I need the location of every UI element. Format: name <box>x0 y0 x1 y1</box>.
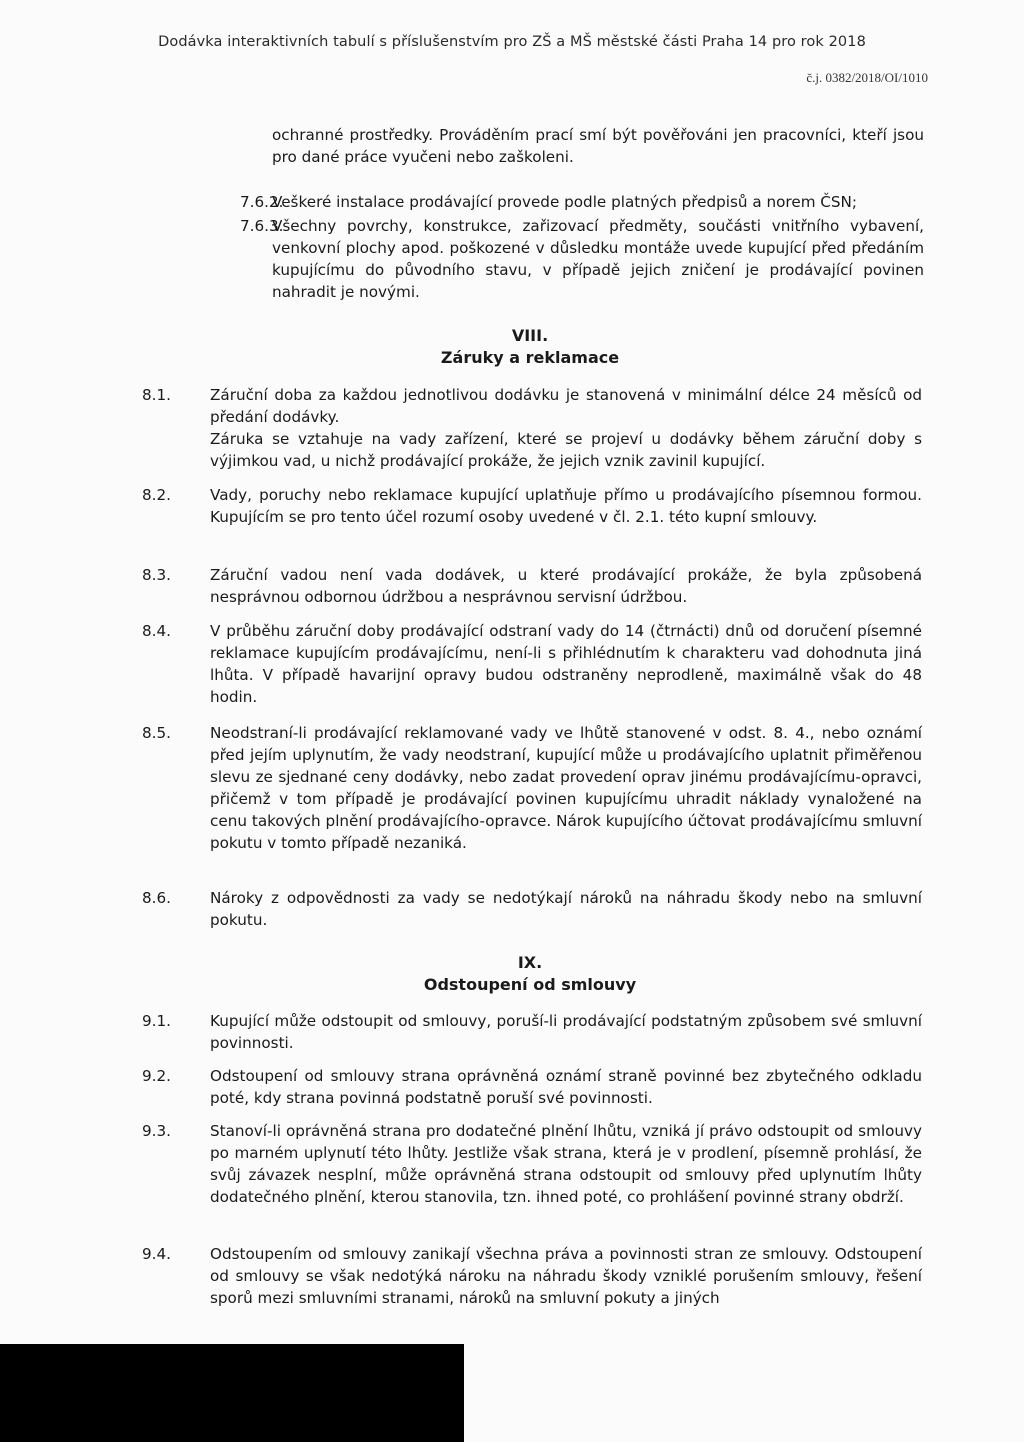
clause-text: Neodstraní-li prodávající reklamované vady ve lhůtě stanovené v odst. 8. 4., nebo oznámí před jejím uplynutím, že vady neodstraní, kupující může u prodávajícího uplatnit přiměřenou slevu ze sjednané ceny dodávky, nebo zadat provedení oprav jinému prodávajícímu-opravci, přičemž v tom případě je prodávající povinen kupujícímu uhradit náklady vynaložené na cenu takových plnění prodávajícího-opravce. Nárok kupujícího účtovat prodávajícímu smluvní pokutu v tomto případě nezaniká. <box>210 724 922 852</box>
clause-number: 9.1. <box>142 1012 171 1030</box>
document-header-title: Dodávka interaktivních tabulí s příslušenstvím pro ZŠ a MŠ městské části Praha 14 pro rok 2018 <box>158 34 866 50</box>
clause-number: 9.4. <box>142 1245 171 1263</box>
section-roman: IX. <box>517 953 543 972</box>
clause-text: Záruka se vztahuje na vady zařízení, které se projeví u dodávky během záruční doby s výjimkou vad, u nichž prodávající prokáže, že jejich vznik zavinil kupující. <box>210 430 922 470</box>
item-number: 7.6.2. <box>240 193 284 211</box>
clause-number: 9.2. <box>142 1067 171 1085</box>
item-number: 7.6.3. <box>240 217 284 235</box>
section-roman: VIII. <box>511 326 549 345</box>
clause-number: 8.1. <box>142 386 171 404</box>
item-text: Veškeré instalace prodávající provede podle platných předpisů a norem ČSN; <box>272 193 858 211</box>
intro-continuation: ochranné prostředky. Prováděním prací smí být pověřováni jen pracovníci, kteří jsou pro dané práce vyučeni nebo zaškoleni. <box>272 126 924 166</box>
section-title: Odstoupení od smlouvy <box>423 975 637 994</box>
reference-number: č.j. 0382/2018/OI/1010 <box>806 70 928 85</box>
clause-number: 8.5. <box>142 724 171 742</box>
clause-text: Záruční doba za každou jednotlivou dodávku je stanovená v minimální délce 24 měsíců od předání dodávky. <box>210 386 922 426</box>
clause-number: 9.3. <box>142 1122 171 1140</box>
section-heading-ix <box>0 952 1024 996</box>
clause-number: 8.6. <box>142 889 171 907</box>
clause-text: Kupující může odstoupit od smlouvy, poruší-li prodávající podstatným způsobem své smluvní povinnosti. <box>210 1012 922 1052</box>
clause-number: 8.2. <box>142 486 171 504</box>
clause-number: 8.3. <box>142 566 171 584</box>
redaction-block <box>0 1344 464 1442</box>
item-text: Všechny povrchy, konstrukce, zařizovací předměty, součásti vnitřního vybavení, venkovní plochy apod. poškozené v důsledku montáže uvede kupující před předáním kupujícímu do původního stavu, v případě jejich zničení je prodávající povinen nahradit je novými. <box>272 217 924 301</box>
clause-text: Odstoupení od smlouvy strana oprávněná oznámí straně povinné bez zbytečného odkladu poté, kdy strana povinná podstatně poruší své povinnosti. <box>210 1067 922 1107</box>
clause-number: 8.4. <box>142 622 171 640</box>
section-heading-viii <box>0 325 1024 369</box>
clause-text: Odstoupením od smlouvy zanikají všechna práva a povinnosti stran ze smlouvy. Odstoupení od smlouvy se však nedotýká nároku na náhradu škody vzniklé porušením smlouvy, řešení sporů mezi smluvními stranami, nároků na smluvní pokuty a jiných <box>210 1245 922 1307</box>
clause-text: V průběhu záruční doby prodávající odstraní vady do 14 (čtrnácti) dnů od doručení písemné reklamace kupujícím prodávajícímu, není-li s přihlédnutím k charakteru vad dohodnuta jiná lhůta. V případě havarijní opravy budou odstraněny neprodleně, maximálně však do 48 hodin. <box>210 622 922 706</box>
clause-text: Vady, poruchy nebo reklamace kupující uplatňuje přímo u prodávajícího písemnou formou. Kupujícím se pro tento účel rozumí osoby uvedené v čl. 2.1. této kupní smlouvy. <box>210 486 922 526</box>
clause-text: Nároky z odpovědnosti za vady se nedotýkají nároků na náhradu škody nebo na smluvní pokutu. <box>210 889 922 929</box>
clause-text: Záruční vadou není vada dodávek, u které prodávající prokáže, že byla způsobená nesprávnou odbornou údržbou a nesprávnou servisní údržbou. <box>210 566 922 606</box>
section-title: Záruky a reklamace <box>440 348 620 367</box>
clause-text: Stanoví-li oprávněná strana pro dodatečné plnění lhůtu, vzniká jí právo odstoupit od smlouvy po marném uplynutí této lhůty. Jestliže však strana, která je v prodlení, písemně prohlásí, že svůj závazek nesplní, může oprávněná strana odstoupit od smlouvy před uplynutím lhůty dodatečného plnění, kterou stanovila, tzn. ihned poté, co prohlášení povinné strany obdrží. <box>210 1122 922 1206</box>
